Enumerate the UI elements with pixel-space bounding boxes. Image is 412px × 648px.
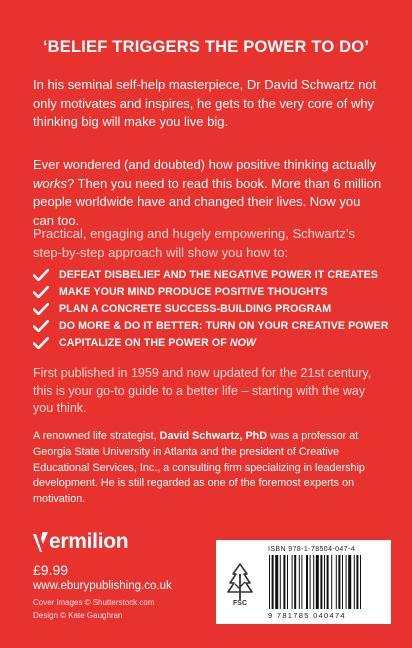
checkmark-icon xyxy=(33,286,49,298)
benefit-item: MAKE YOUR MIND PRODUCE POSITIVE THOUGHTS xyxy=(33,283,393,300)
price: £9.99 xyxy=(33,562,69,578)
headline-quote: ‘BELIEF TRIGGERS THE POWER TO DO’ xyxy=(42,38,370,56)
checkmark-icon xyxy=(33,337,49,349)
benefit-item: DEFEAT DISBELIEF AND THE NEGATIVE POWER IT CREATES xyxy=(33,266,393,283)
publisher-logo xyxy=(33,530,128,554)
barcode-digits: 9 781785 040474 xyxy=(268,611,346,620)
fsc-label: FSC xyxy=(233,600,247,607)
cover-image-credit: Cover images © Shutterstock.com xyxy=(33,598,155,607)
benefit-item: DO MORE & DO IT BETTER: TURN ON YOUR CREATIVE POWER xyxy=(33,317,393,334)
isbn-text: ISBN 978-1-78504-047-4 xyxy=(268,546,356,553)
author-bio: A renowned life strategist, David Schwartz, PhD was a professor at Georgia State University in Atlanta and the president of Creative Educational Services, Inc., a consulting firm specializing in leadership development. He is still regarded as one of the foremost experts on motivation. xyxy=(33,430,365,506)
barcode xyxy=(268,555,386,609)
emphasis-now: NOW xyxy=(229,336,257,349)
benefit-list xyxy=(33,266,393,351)
intro-paragraph: In his seminal self-help masterpiece, Dr David Schwartz not only motivates and inspires, he gets to the very core of why thinking big will make you live big. xyxy=(33,77,377,129)
emphasis-works: works xyxy=(33,175,67,191)
publication-paragraph: First published in 1959 and now updated for the 21st century, this is your go-to guide to a better life – starting with the way you think. xyxy=(33,366,372,415)
publisher-name: ermilion xyxy=(49,530,129,553)
hook-paragraph: Ever wondered (and doubted) how positive thinking actually works? Then you need to read this book. More than 6 million people worldwide have and changed their lives. Now you can too. xyxy=(33,157,382,228)
author-name: David Schwartz, PhD xyxy=(159,430,268,442)
approach-paragraph: Practical, engaging and hugely empowering, Schwartz’s step-by-step approach will show you how to: xyxy=(33,226,356,260)
barcode-panel xyxy=(216,540,391,624)
benefit-item: CAPITALIZE ON THE POWER OF NOW xyxy=(33,334,393,351)
checkmark-icon xyxy=(33,269,49,281)
design-credit: Design © Kate Gaughran xyxy=(33,611,123,620)
publisher-website: www.eburypublishing.co.uk xyxy=(33,580,172,592)
benefit-item: PLAN A CONCRETE SUCCESS-BUILDING PROGRAM xyxy=(33,300,393,317)
vermilion-v-mark-icon xyxy=(33,531,48,553)
checkmark-icon xyxy=(33,320,49,332)
checkmark-icon xyxy=(33,303,49,315)
